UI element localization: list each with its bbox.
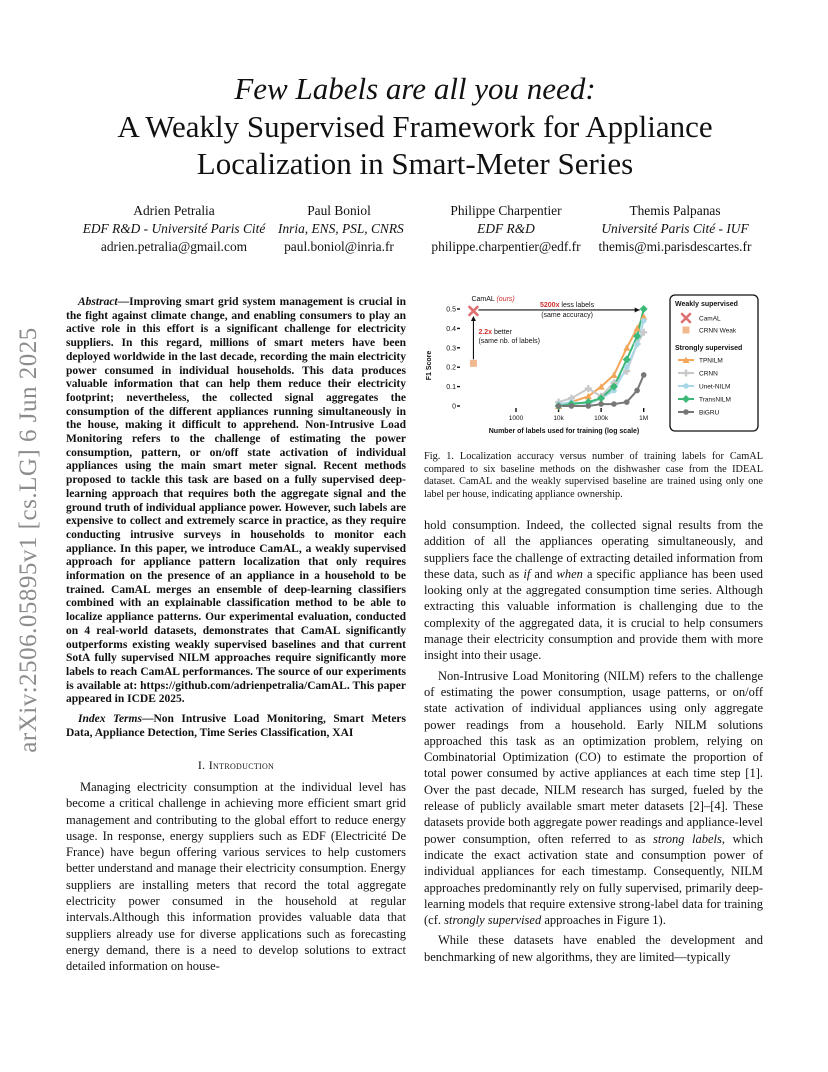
y-tick-label: 0.2 bbox=[446, 364, 456, 372]
x-tick-label: 1M bbox=[639, 415, 649, 422]
paragraph: hold consumption. Indeed, the collected signal results from the addition of all the appliances operating simultaneously, and suppliers face the challenge of extracting detailed information from these data, such as if and when a specific appliance has been used looking only at the aggregated consumption time series. Although extracting this valuable information is challenging due to the complexity of the aggregated data, it is crucial to help consumers manage their electricity consumption and provide them with more insight into their usage. bbox=[424, 518, 763, 663]
paragraph: While these datasets have enabled the development and benchmarking of new algorithms, they are limited—typically bbox=[424, 933, 763, 964]
legend-title-weak: Weakly supervised bbox=[675, 301, 738, 308]
x-tick-label: 10k bbox=[553, 415, 564, 422]
author-name: Paul Boniol bbox=[307, 203, 371, 218]
x-tick-label: 100k bbox=[594, 415, 609, 422]
paper-title-line-1: Few Labels are all you need: bbox=[234, 71, 596, 106]
abstract-text: —Improving smart grid system management is crucial in the fight against climate change, and enabling consumers to play an active role in this effort is a significant challenge for electricity suppliers. In this regard, millions of smart meters have been deployed worldwide in the last decade, recording the main electricity power consumed in individual households. This data produces valuable information that can help them reduce their electricity footprint; nevertheless, the collected signal aggregates the consumption of the different appliances running simultaneously in the house, making it difficult to apprehend. Non-Intrusive Load Monitoring refers to the challenge of estimating the power consumption, pattern, or on/off state activation of individual appliances using the main smart meter signal. Recent methods proposed to tackle this task are based on a fully supervised deep-learning approach that requires both the aggregate signal and the ground truth of individual appliance power. However, such labels are expensive to collect and extremely scarce in practice, as they require conducting intrusive surveys in households to monitor each appliance. In this paper, we introduce CamAL, a weakly supervised approach for appliance pattern localization that only requires information on the presence of an appliance in a household to be trained. CamAL merges an ensemble of deep-learning classifiers combined with an explainable classification method to be able to localize appliance patterns. Our experimental evaluation, conducted on 4 real-world datasets, demonstrates that CamAL significantly outperforms existing weakly supervised baselines and that current SotA fully supervised NILM approaches require significantly more labels to reach CamAL performances. The source of our experiments is available at: https://github.com/adrienpetralia/CamAL. This paper appeared in ICDE 2025. bbox=[66, 296, 406, 706]
author-email: paul.boniol@inria.fr bbox=[284, 239, 394, 254]
author-affiliation: EDF R&D bbox=[477, 221, 535, 236]
data-point bbox=[641, 318, 647, 324]
author-name: Philippe Charpentier bbox=[450, 203, 562, 218]
y-tick-label: 0 bbox=[452, 403, 456, 411]
y-tick-label: 0.5 bbox=[446, 306, 456, 314]
author-email: philippe.charpentier@edf.fr bbox=[431, 239, 581, 254]
data-point bbox=[634, 388, 640, 394]
intro-text: Managing electricity consumption at the individual level has become a critical challenge in achieving more efficient smart grid management and contributing to the global effort to reduce energy usage. In response, energy suppliers such as EDF (Electricité De France) have begun offering various services to help customers better understand and manage their electricity consumption. Energy suppliers are installing meters that record the total aggregate electricity power consumed in the household at regular intervals.Although this information provides valuable data that suppliers already use for diverse applications such as forecasting energy demand, there is a need to develop solutions to extract detailed information on house- bbox=[66, 780, 406, 974]
data-point bbox=[641, 372, 647, 378]
y-tick-label: 0.1 bbox=[446, 384, 456, 392]
data-point bbox=[470, 360, 477, 367]
series-line bbox=[559, 332, 644, 402]
x-tick-label: 1000 bbox=[508, 415, 524, 422]
legend-label: CamAL bbox=[699, 315, 721, 323]
x-axis-label: Number of labels used for training (log scale) bbox=[488, 428, 640, 435]
paper-title-line-3: Localization in Smart-Meter Series bbox=[196, 146, 634, 181]
better-annotation-sub: (same nb. of labels) bbox=[478, 338, 540, 346]
legend-label: CRNN bbox=[699, 370, 718, 378]
arxiv-identifier: arXiv:2506.05895v1 [cs.LG] 6 Jun 2025 bbox=[15, 327, 42, 753]
gap-annotation: 5200x less labels bbox=[540, 301, 595, 309]
data-point bbox=[569, 403, 575, 409]
abstract-label: Abstract bbox=[78, 296, 118, 308]
legend-marker bbox=[683, 383, 689, 389]
data-point bbox=[640, 305, 648, 313]
y-axis-label: F1 Score bbox=[426, 350, 433, 381]
y-tick-label: 0.3 bbox=[446, 345, 456, 353]
section-number: I. bbox=[197, 758, 206, 772]
data-point bbox=[598, 401, 604, 407]
paragraph: Non-Intrusive Load Monitoring (NILM) refers to the challenge of estimating the power consumption, usage patterns, or on/off state activation of individual appliances using only aggregate power readings from a household. Early NILM solutions approached this task as an optimization problem, relying on Combinatorial Optimization (CO) to estimate the proportion of total power consumed by active appliances at each time step [1]. Over the past decade, NILM research has surged, fueled by the release of publicly available smart meter datasets [2]–[4]. These datasets provide both aggregate power readings and appliance-level power consumption, often referred to as strong labels, which indicate the exact activation state and consumption power of individual appliances for each timestamp. Consequently, NILM approaches predominantly rely on fully supervised, primarily deep-learning models that require extensive strong-label data for training (cf. strongly supervised approaches in Figure 1). bbox=[424, 668, 763, 928]
legend-marker bbox=[683, 409, 689, 415]
legend-label: BiGRU bbox=[699, 409, 720, 417]
intro-paragraph bbox=[66, 779, 406, 975]
abstract bbox=[66, 296, 406, 707]
better-arrow-head bbox=[471, 316, 476, 321]
legend-marker bbox=[683, 327, 690, 334]
section-heading bbox=[66, 758, 406, 773]
author-name: Themis Palpanas bbox=[629, 203, 721, 218]
data-point bbox=[556, 403, 562, 409]
author-block bbox=[590, 202, 760, 256]
data-point bbox=[624, 399, 630, 405]
data-point bbox=[610, 371, 617, 378]
author-block bbox=[76, 202, 272, 256]
data-point bbox=[634, 341, 640, 347]
data-point bbox=[586, 403, 592, 409]
author-affiliation: Inria, ENS, PSL, CNRS bbox=[278, 221, 404, 236]
data-point bbox=[624, 364, 630, 370]
legend-label: TPNILM bbox=[699, 357, 723, 365]
legend-label: CRNN Weak bbox=[699, 327, 737, 335]
section-title: Introduction bbox=[208, 758, 275, 772]
legend-title-strong: Strongly supervised bbox=[675, 345, 743, 352]
paper-title-line-2: A Weakly Supervised Framework for Appliance bbox=[117, 109, 713, 144]
figure-caption bbox=[424, 451, 763, 501]
author-affiliation: Université Paris Cité - IUF bbox=[601, 221, 749, 236]
author-affiliation: EDF R&D - Université Paris Cité bbox=[82, 221, 266, 236]
camal-annotation: CamAL (ours) bbox=[471, 295, 515, 303]
author-name: Adrien Petralia bbox=[133, 203, 215, 218]
index-terms-text: —Non Intrusive Load Monitoring, Smart Meters Data, Appliance Detection, Time Series Classification, XAI bbox=[66, 713, 407, 739]
y-tick-label: 0.4 bbox=[446, 325, 456, 333]
index-terms bbox=[66, 713, 406, 740]
right-column-text bbox=[424, 517, 763, 965]
data-point bbox=[469, 307, 477, 315]
legend-label: Unet-NILM bbox=[699, 383, 731, 391]
author-email: themis@mi.parisdescartes.fr bbox=[598, 239, 752, 254]
gap-annotation-sub: (same accuracy) bbox=[541, 311, 593, 319]
author-block bbox=[424, 202, 588, 256]
legend-label: TransNILM bbox=[699, 396, 731, 404]
gap-arrow-head bbox=[635, 307, 640, 312]
author-block bbox=[278, 202, 404, 256]
figure-caption-text: Fig. 1. Localization accuracy versus number of training labels for CamAL compared to six baseline methods on the dishwasher case from the IDEAL dataset. CamAL and the weakly supervised baseline are trained using only one label per house, indicating appliance ownership. bbox=[424, 451, 763, 500]
figure-1-chart bbox=[422, 291, 767, 441]
better-annotation: 2.2x better bbox=[478, 329, 512, 337]
author-email: adrien.petralia@gmail.com bbox=[100, 239, 248, 254]
index-terms-label: Index Terms bbox=[78, 713, 142, 725]
data-point bbox=[611, 401, 617, 407]
